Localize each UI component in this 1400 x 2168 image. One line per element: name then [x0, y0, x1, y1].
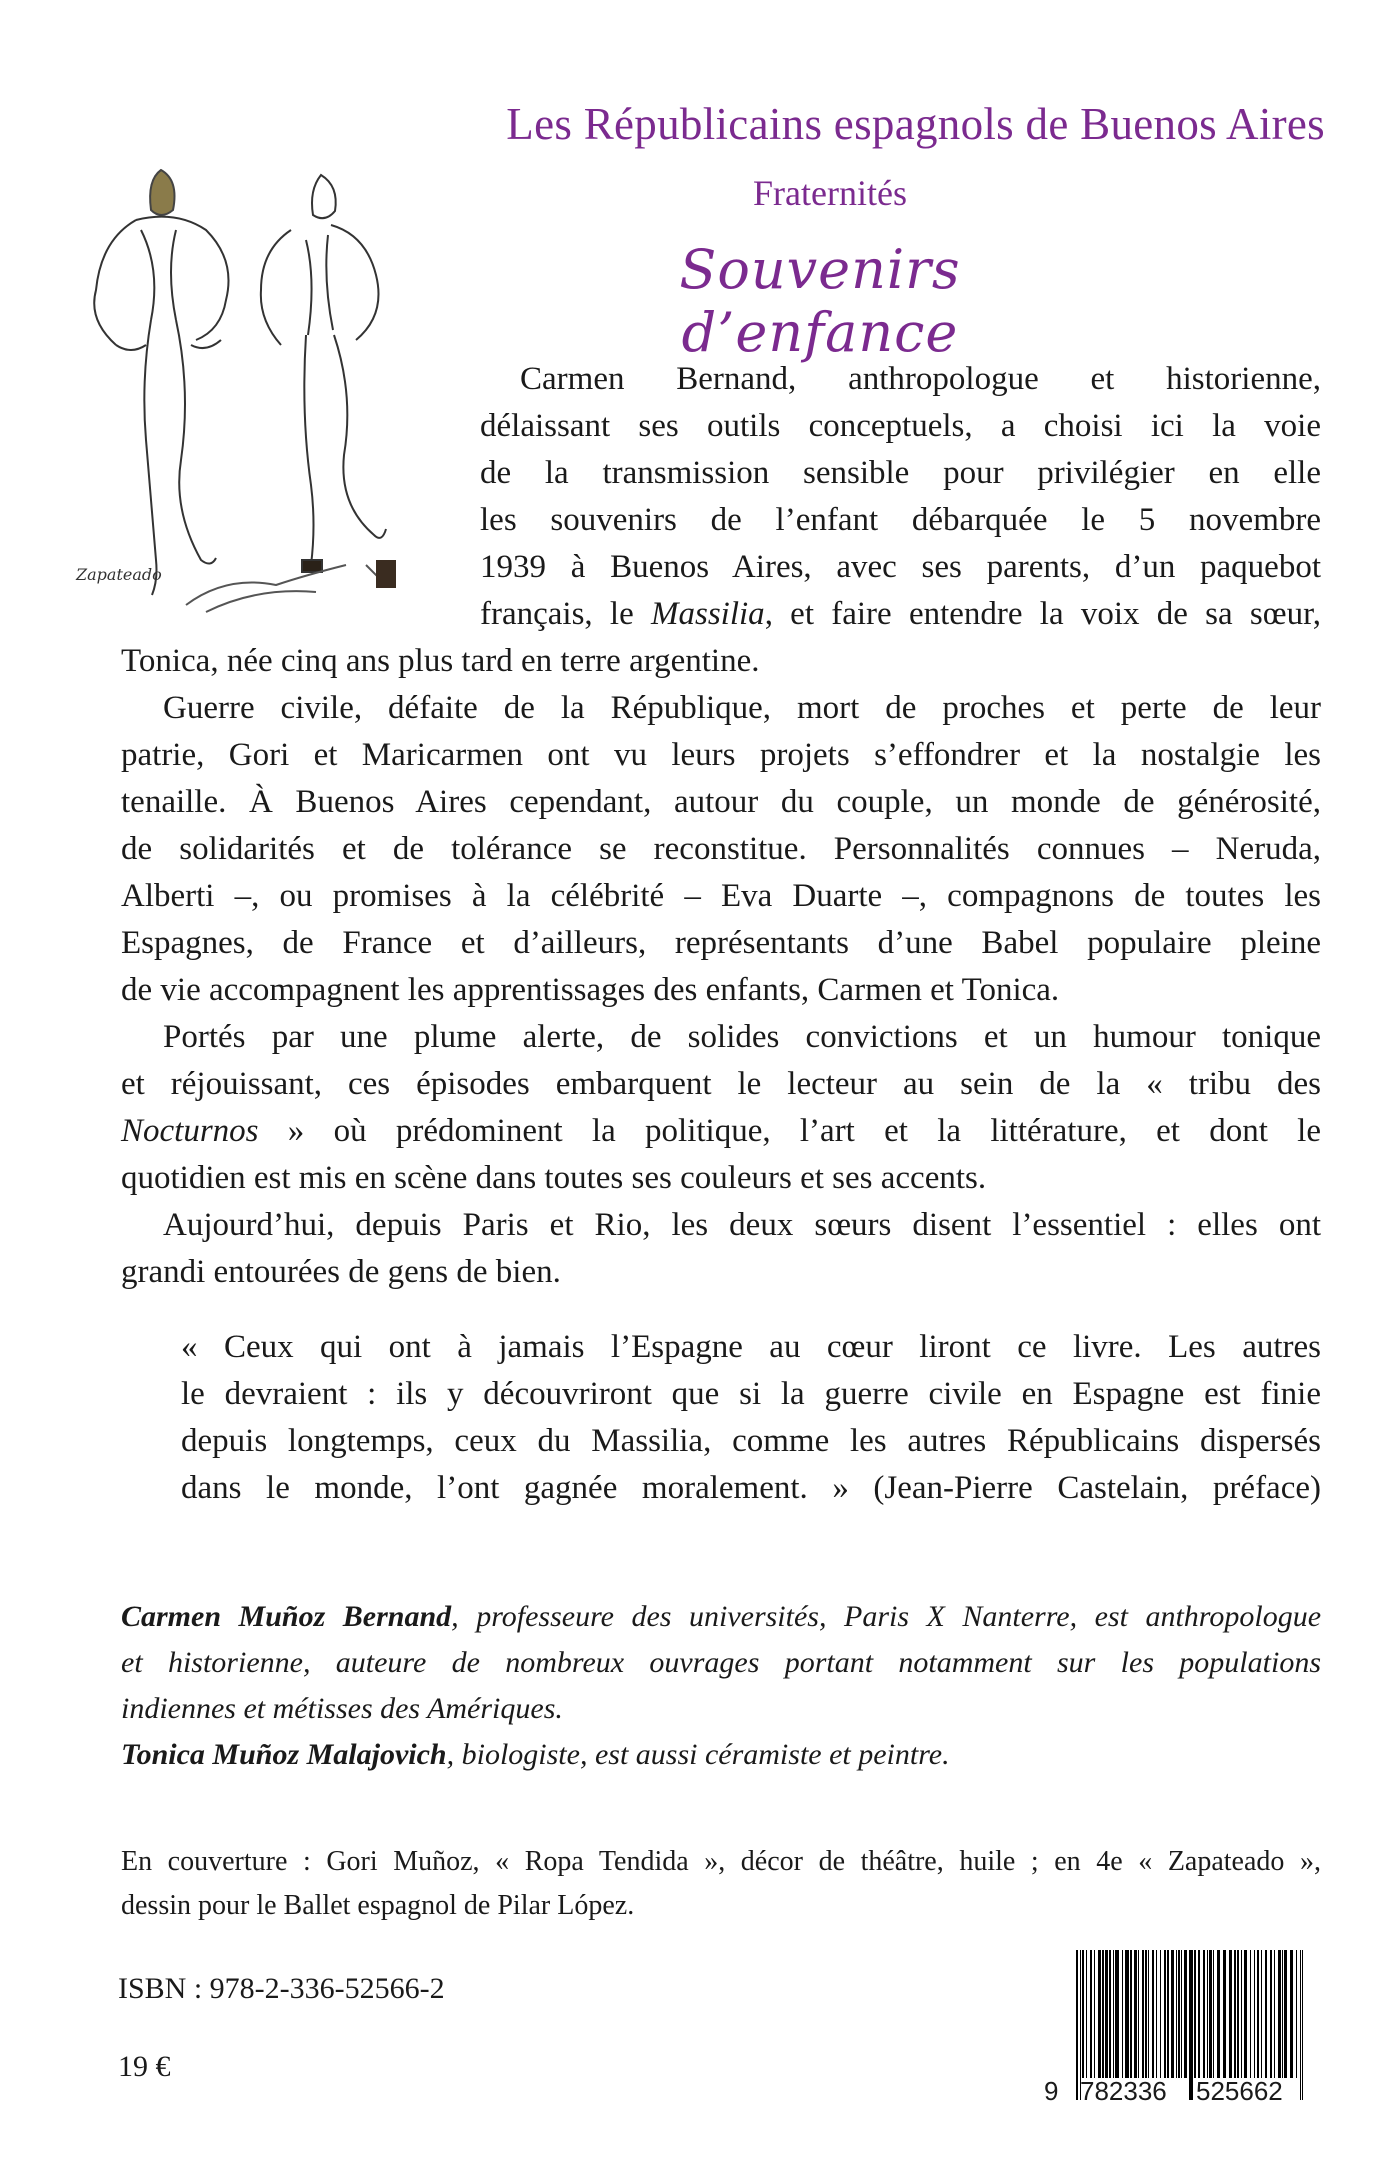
barcode-bar — [1290, 1950, 1293, 2078]
line-text: Guerre civile, défaite de la République, mort de proches et perte de leur — [163, 690, 1321, 726]
blurb-line — [121, 732, 1321, 779]
barcode-bar — [1198, 1950, 1200, 2078]
barcode-bar — [1241, 1950, 1242, 2078]
blurb-line — [163, 1202, 1321, 1249]
line-text: et réjouissant, ces épisodes embarquent le lecteur au sein de la « tribu des — [121, 1066, 1321, 1102]
series-name: Fraternités — [753, 173, 907, 213]
blurb-line — [480, 544, 1321, 591]
barcode-bar — [1113, 1950, 1114, 2078]
barcode-bar — [1244, 1950, 1247, 2078]
barcode-bar — [1160, 1950, 1161, 2078]
barcode-bar — [1181, 1950, 1182, 2078]
isbn-barcode — [1046, 1950, 1308, 2115]
blurb-line — [520, 356, 1321, 403]
line-text: Aujourd’hui, depuis Paris et Rio, les deux sœurs disent l’essentiel : elles ont — [163, 1207, 1321, 1243]
isbn: ISBN : 978-2-336-52566-2 — [118, 1972, 445, 2005]
barcode-bar — [1178, 1950, 1180, 2078]
barcode-bar — [1176, 1950, 1177, 2078]
blurb-line — [163, 685, 1321, 732]
barcode-bar — [1082, 1950, 1084, 2078]
barcode-bar — [1098, 1950, 1101, 2078]
barcode-bar — [1090, 1950, 1092, 2078]
line-text: Espagnes, de France et d’ailleurs, représentants d’une Babel populaire pleine — [121, 925, 1321, 961]
barcode-bar — [1086, 1950, 1087, 2078]
barcode-bar — [1237, 1950, 1239, 2078]
quote-line: « Ceux qui ont à jamais l’Espagne au cœur liront ce livre. Les autres — [181, 1329, 1321, 1365]
barcode-bar — [1184, 1950, 1187, 2078]
blurb-line — [121, 873, 1321, 920]
line-text: , et faire entendre la voix de sa sœur, — [764, 596, 1321, 632]
barcode-bar — [1171, 1950, 1174, 2078]
barcode-bar — [1167, 1950, 1169, 2078]
line-text: français, le — [480, 596, 651, 632]
line-text: Tonica, née cinq ans plus tard en terre argentine. — [121, 643, 760, 679]
credit-line: En couverture : Gori Muñoz, « Ropa Tendida », décor de théâtre, huile ; en 4e « Zapateado », — [121, 1846, 1321, 1877]
line-text: grandi entourées de gens de bien. — [121, 1254, 561, 1290]
barcode-bar — [1300, 1950, 1301, 2100]
barcode-bar — [1278, 1950, 1281, 2078]
blurb-line — [163, 1014, 1321, 1061]
barcode-bar — [1109, 1950, 1111, 2078]
blurb-line — [121, 638, 1321, 685]
quote-line: dans le monde, l’ont gagnée moralement. » (Jean-Pierre Castelain, préface) — [181, 1470, 1321, 1506]
credit-line: dessin pour le Ballet espagnol de Pilar López. — [121, 1890, 635, 1921]
line-text: quotidien est mis en scène dans toutes ses couleurs et ses accents. — [121, 1160, 987, 1196]
bio-line — [121, 1686, 1321, 1732]
author-name: Tonica Muñoz Malajovich — [121, 1738, 447, 1771]
barcode-bar — [1148, 1950, 1149, 2078]
barcode-bar — [1207, 1950, 1208, 2078]
barcode-bar — [1189, 1950, 1193, 2100]
italic-title: Massilia — [651, 596, 765, 632]
barcode-bar — [1134, 1950, 1137, 2078]
barcode-bar — [1164, 1950, 1166, 2078]
barcode-bar — [1194, 1950, 1196, 2078]
barcode-bar — [1254, 1950, 1255, 2078]
barcode-bar — [1156, 1950, 1157, 2078]
line-text: Carmen Bernand, anthropologue et historienne, — [520, 361, 1321, 397]
zapateado-drawing — [66, 150, 466, 620]
line-text: Portés par une plume alerte, de solides convictions et un humour tonique — [163, 1019, 1321, 1055]
barcode-bar — [1115, 1950, 1119, 2078]
barcode-bar — [1296, 1950, 1297, 2078]
drawing-signature: Zapateado — [76, 565, 162, 584]
barcode-bar — [1076, 1950, 1078, 2100]
bio-line — [121, 1640, 1321, 1686]
barcode-bar — [1234, 1950, 1236, 2078]
line-text: délaissant ses outils conceptuels, a choisi ici la voie — [480, 408, 1321, 444]
line-text: patrie, Gori et Maricarmen ont vu leurs projets s’effondrer et la nostalgie les — [121, 737, 1321, 773]
blurb-line — [121, 779, 1321, 826]
bio-text: , professeure des universités, Paris X Nanterre, est anthropologue — [451, 1600, 1322, 1633]
line-text: Alberti –, ou promises à la célébrité – Eva Duarte –, compagnons de toutes les — [121, 878, 1321, 914]
barcode-bar — [1209, 1950, 1212, 2078]
barcode-bar — [1142, 1950, 1144, 2078]
bio-text: , biologiste, est aussi céramiste et peintre. — [446, 1738, 950, 1771]
blurb-line — [121, 967, 1321, 1014]
quote-line: le devraient : ils y découvriront que si la guerre civile en Espagne est finie — [181, 1376, 1321, 1412]
barcode-bar — [1265, 1950, 1267, 2078]
blurb-line — [121, 1061, 1321, 1108]
barcode-digits-left: 782336 — [1080, 2076, 1167, 2106]
book-subtitle: Souvenirs d’enfance — [679, 238, 961, 364]
barcode-bar — [1213, 1950, 1214, 2078]
barcode-digit-first: 9 — [1044, 2076, 1059, 2106]
blurb-line — [480, 450, 1321, 497]
barcode-bar — [1094, 1950, 1095, 2078]
bio-text: indiennes et métisses des Amériques. — [121, 1692, 563, 1725]
barcode-bar — [1152, 1950, 1154, 2078]
barcode-bar — [1102, 1950, 1104, 2078]
line-text: 1939 à Buenos Aires, avec ses parents, d’un paquebot — [480, 549, 1321, 585]
barcode-bar — [1261, 1950, 1262, 2078]
barcode-digits-right: 525662 — [1196, 2076, 1283, 2106]
author-name: Carmen Muñoz Bernand — [121, 1600, 452, 1633]
price: 19 € — [118, 2050, 171, 2083]
line-text: les souvenirs de l’enfant débarquée le 5 novembre — [480, 502, 1321, 538]
barcode-bar — [1284, 1950, 1287, 2078]
barcode-bar — [1223, 1950, 1226, 2078]
blurb-line — [121, 920, 1321, 967]
line-text: de solidarités et de tolérance se reconstitue. Personnalités connues – Neruda, — [121, 831, 1321, 867]
bio-line — [121, 1732, 1321, 1778]
quote-line: depuis longtemps, ceux du Massilia, comme les autres Républicains dispersés — [181, 1423, 1321, 1459]
italic-title: Nocturnos — [121, 1113, 259, 1149]
line-text: de vie accompagnent les apprentissages des enfants, Carmen et Tonica. — [121, 972, 1060, 1008]
barcode-bar — [1125, 1950, 1129, 2078]
barcode-bar — [1257, 1950, 1259, 2078]
barcode-bar — [1105, 1950, 1108, 2078]
barcode-bar — [1274, 1950, 1275, 2078]
bio-line — [121, 1594, 1321, 1640]
barcode-bar — [1130, 1950, 1132, 2078]
line-text: » où prédominent la politique, l’art et la littérature, et dont le — [258, 1113, 1321, 1149]
barcode-bar — [1122, 1950, 1123, 2078]
book-title: Les Républicains espagnols de Buenos Aires — [506, 99, 1325, 149]
barcode-bar — [1138, 1950, 1139, 2078]
blurb-line — [121, 1249, 1321, 1296]
blurb-line — [480, 591, 1321, 638]
blurb-line — [480, 403, 1321, 450]
barcode-bar — [1302, 1950, 1303, 2100]
barcode-bar — [1282, 1950, 1283, 2078]
barcode-bar — [1229, 1950, 1232, 2078]
blurb-line — [121, 826, 1321, 873]
barcode-bar — [1145, 1950, 1147, 2078]
barcode-bar — [1270, 1950, 1272, 2078]
barcode-bar — [1203, 1950, 1205, 2078]
blurb-line — [121, 1108, 1321, 1155]
line-text: tenaille. À Buenos Aires cependant, autour du couple, un monde de générosité, — [121, 784, 1321, 820]
line-text: de la transmission sensible pour privilégier en elle — [480, 455, 1321, 491]
bio-text: et historienne, auteure de nombreux ouvrages portant notamment sur les populations — [121, 1646, 1321, 1679]
blurb-line — [480, 497, 1321, 544]
blurb-line — [121, 1155, 1321, 1202]
barcode-bar — [1250, 1950, 1251, 2078]
barcode-bar — [1217, 1950, 1220, 2078]
